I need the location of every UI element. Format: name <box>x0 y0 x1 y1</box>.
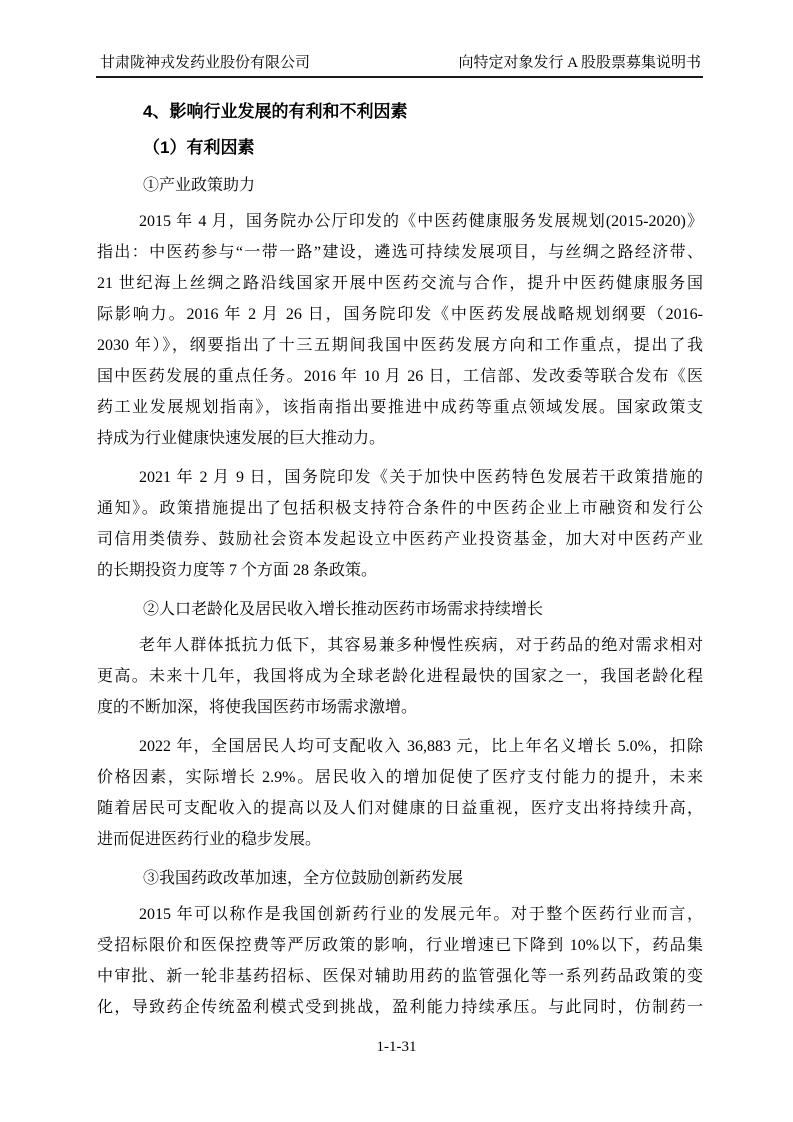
text-line: 度的不断加深，将使我国医药市场需求激增。 <box>97 699 418 716</box>
text-line: 通知》。政策措施提出了包括积极支持符合条件的中医药企业上市融资和发行公 <box>97 500 703 517</box>
text-line: 更高。未来十几年，我国将成为全球老龄化进程最快的国家之一，我国老龄化程 <box>97 668 703 685</box>
item-heading-1: ①产业政策助力 <box>143 177 256 194</box>
document-body <box>97 96 703 1031</box>
text-line: 进而促进医药行业的稳步发展。 <box>97 831 322 848</box>
text-line: 国中医药发展的重点任务。2016 年 10 月 26 日，工信部、发改委等联合发布《医 <box>97 368 703 385</box>
text-line: 2015 年 4 月，国务院办公厅印发的《中医药健康服务发展规划(2015-2020)》 <box>139 213 703 230</box>
paragraph <box>97 899 703 1023</box>
paragraph <box>97 731 703 855</box>
page-footer <box>0 1036 793 1058</box>
paragraph <box>97 206 703 454</box>
text-line: 化，导致药企传统盈利模式受到挑战，盈利能力持续承压。与此同时，仿制药一 <box>97 999 703 1016</box>
page-number: 1-1-31 <box>376 1039 417 1055</box>
section-heading-level2: （1）有利因素 <box>143 138 255 157</box>
text-line: 的长期投资力度等 7 个方面 28 条政策。 <box>97 562 378 579</box>
header-document-title: 向特定对象发行 A 股股票募集说明书 <box>458 55 701 71</box>
text-line: 际影响力。2016 年 2 月 26 日，国务院印发《中医药发展战略规划纲要（2016- <box>97 306 703 323</box>
section-heading-level1: 4、影响行业发展的有利和不利因素 <box>143 102 408 121</box>
paragraph <box>97 630 703 723</box>
paragraph <box>97 462 703 586</box>
text-line: 21 世纪海上丝绸之路沿线国家开展中医药交流与合作，提升中医药健康服务国 <box>97 275 703 292</box>
text-line: 药工业发展规划指南》，该指南指出要推进中成药等重点领域发展。国家政策支 <box>97 399 703 416</box>
text-line: 持成为行业健康快速发展的巨大推动力。 <box>97 430 386 447</box>
text-line: 老年人群体抵抗力低下，其容易兼多种慢性疾病，对于药品的绝对需求相对 <box>139 637 703 654</box>
text-line: 价格因素，实际增长 2.9%。居民收入的增加促使了医疗支付能力的提升，未来 <box>97 769 703 786</box>
item-heading-3: ③我国药政改革加速，全方位鼓励创新药发展 <box>143 870 464 887</box>
text-line: 随着居民可支配收入的提高以及人们对健康的日益重视，医疗支出将持续升高， <box>97 800 703 817</box>
text-line: 受招标限价和医保控费等严厉政策的影响，行业增速已下降到 10%以下，药品集 <box>97 937 703 954</box>
text-line: 2021 年 2 月 9 日，国务院印发《关于加快中医药特色发展若干政策措施的 <box>139 469 703 486</box>
page-header <box>96 52 703 78</box>
text-line: 2015 年可以称作是我国创新药行业的发展元年。对于整个医药行业而言， <box>139 906 703 923</box>
item-heading-2: ②人口老龄化及居民收入增长推动医药市场需求持续增长 <box>143 601 544 618</box>
text-line: 2022 年，全国居民人均可支配收入 36,883 元，比上年名义增长 5.0%，扣除 <box>139 738 703 755</box>
text-line: 指出：中医药参与“一带一路”建设，遴选可持续发展项目，与丝绸之路经济带、 <box>97 244 703 261</box>
header-company-name: 甘肃陇神戎发药业股份有限公司 <box>100 55 311 71</box>
text-line: 中审批、新一轮非基药招标、医保对辅助用药的监管强化等一系列药品政策的变 <box>97 968 703 985</box>
text-line: 2030 年）》，纲要指出了十三五期间我国中医药发展方向和工作重点，提出了我 <box>97 337 703 354</box>
text-line: 司信用类债券、鼓励社会资本发起设立中医药产业投资基金，加大对中医药产业 <box>97 531 703 548</box>
